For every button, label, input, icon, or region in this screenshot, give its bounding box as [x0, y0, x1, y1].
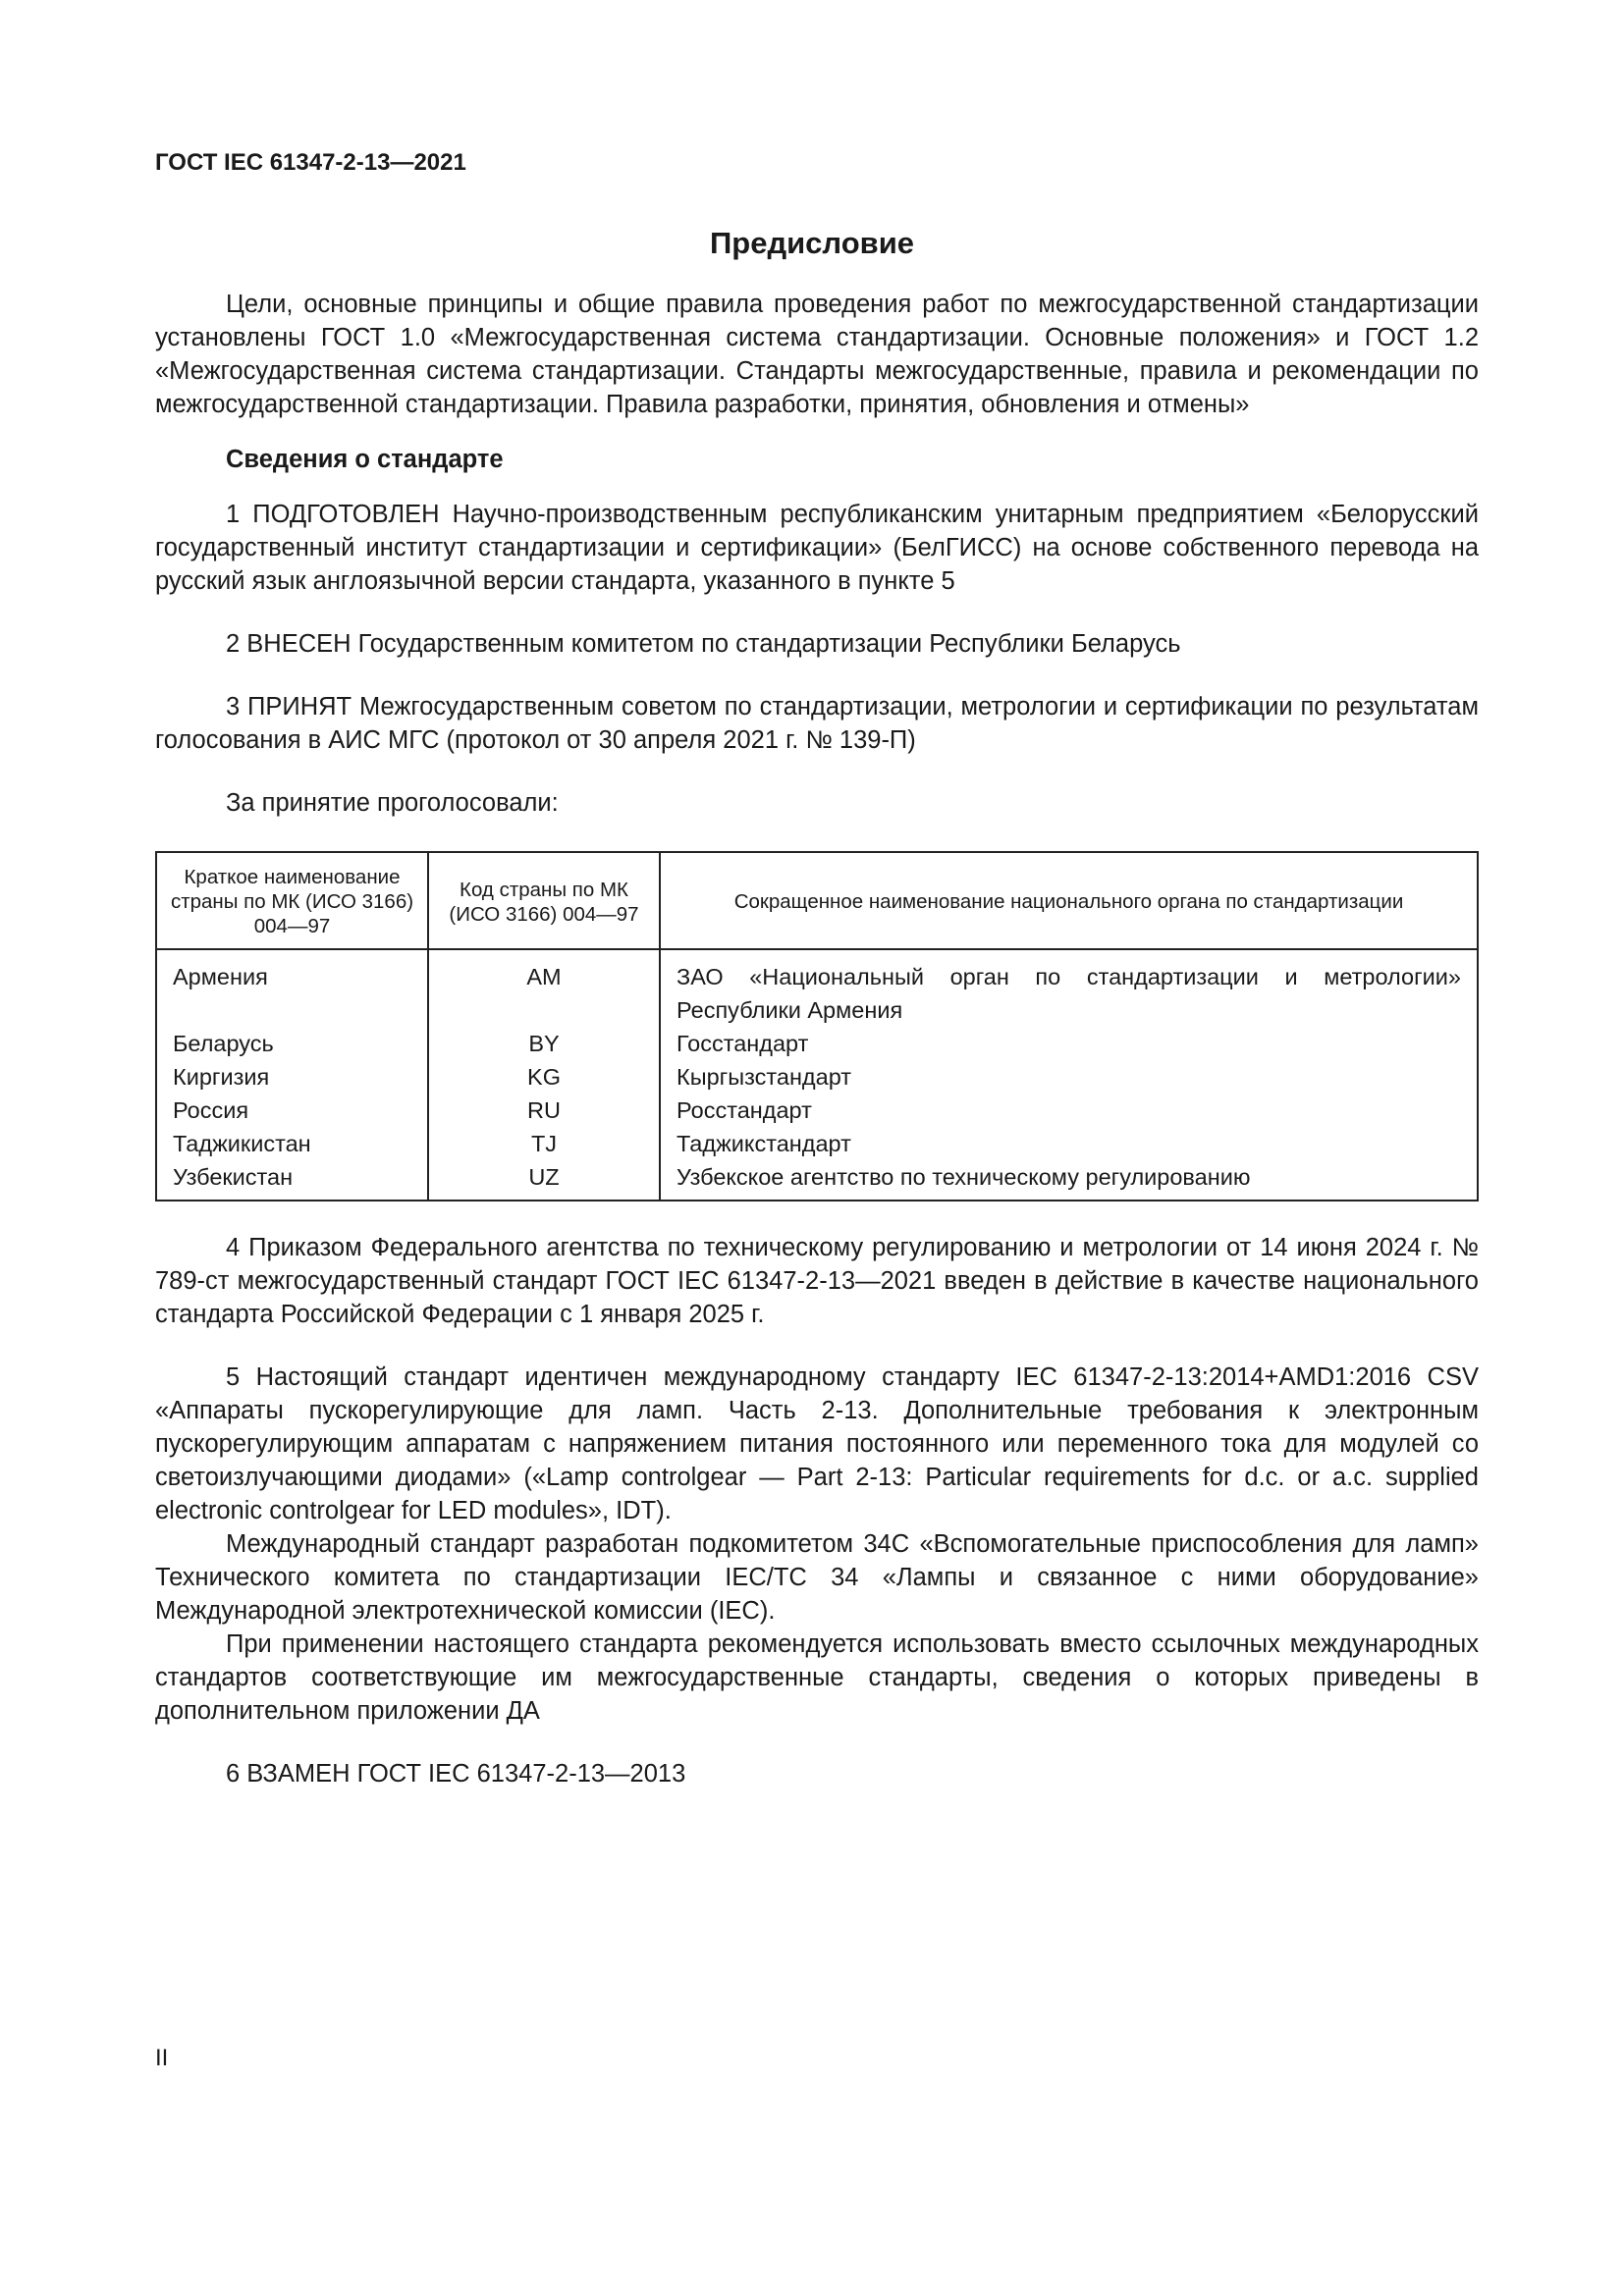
code-cell: BY [428, 1027, 660, 1060]
code-cell: TJ [428, 1127, 660, 1160]
item-submitted: 2 ВНЕСЕН Государственным комитетом по стандартизации Республики Беларусь [226, 630, 1181, 658]
page-number: II [155, 2045, 169, 2071]
body-cell: Таджикстандарт [660, 1127, 1478, 1160]
item-identical: 5 Настоящий стандарт идентичен международному стандарту IEC 61347-2-13:2014+AMD1:2016 CSV «Аппараты пускорегулирующие для ламп. Часть 2-13. Дополнительные требования к электронным пускорегулирующим аппаратам с напряжением питания постоянного или переменного тока для модулей со светоизлучающими диодами» («Lamp controlgear — Part 2-13: Particular requirements for d.c. or a.c. supplied electronic controlgear for LED modules», IDT). [155, 1363, 1479, 1524]
body-cell: Узбекское агентство по техническому регулированию [660, 1160, 1478, 1201]
foreword-content [155, 288, 1479, 1790]
body-cell: Росстандарт [660, 1094, 1478, 1127]
country-cell: Узбекистан [156, 1160, 428, 1201]
item-enacted: 4 Приказом Федерального агентства по техническому регулированию и метрологии от 14 июня 2024 г. № 789-ст межгосударственный стандарт ГОСТ IEC 61347-2-13—2021 введен в действие в качестве национального стандарта Российской Федерации с 1 января 2025 г. [155, 1234, 1479, 1328]
voted-label: За принятие проголосовали: [226, 789, 559, 817]
body-cell: ЗАО «Национальный орган по стандартизации и метрологии» Республики Армения [660, 949, 1478, 1027]
item-identical-developer: Международный стандарт разработан подкомитетом 34С «Вспомогательные приспособления для ламп» Технического комитета по стандартизации IEC/TC 34 «Лампы и связанное с ними оборудование» Международной электротехнической комиссии (IEC). [155, 1530, 1479, 1625]
country-cell: Армения [156, 949, 428, 1027]
table-row [156, 1094, 1478, 1127]
table-row [156, 1027, 1478, 1060]
code-cell: UZ [428, 1160, 660, 1201]
body-cell: Кыргызстандарт [660, 1060, 1478, 1094]
item-replaces: 6 ВЗАМЕН ГОСТ IEC 61347-2-13—2013 [226, 1760, 686, 1788]
item-adopted: 3 ПРИНЯТ Межгосударственным советом по стандартизации, метрологии и сертификации по результатам голосования в АИС МГС (протокол от 30 апреля 2021 г. № 139-П) [155, 693, 1479, 754]
item-prepared: 1 ПОДГОТОВЛЕН Научно-производственным республиканским унитарным предприятием «Белорусский государственный институт стандартизации и сертификации» (БелГИСС) на основе собственного перевода на русский язык англоязычной версии стандарта, указанного в пункте 5 [155, 501, 1479, 595]
country-cell: Киргизия [156, 1060, 428, 1094]
table-row [156, 1060, 1478, 1094]
table-row [156, 1160, 1478, 1201]
code-cell: KG [428, 1060, 660, 1094]
country-cell: Таджикистан [156, 1127, 428, 1160]
page-title: Предисловие [709, 226, 914, 260]
column-header-body: Сокращенное наименование национального органа по стандартизации [660, 852, 1478, 949]
country-cell: Россия [156, 1094, 428, 1127]
code-cell: RU [428, 1094, 660, 1127]
table-header-row [156, 852, 1478, 949]
body-cell: Госстандарт [660, 1027, 1478, 1060]
code-cell: AM [428, 949, 660, 1027]
column-header-code: Код страны по МК (ИСО 3166) 004—97 [428, 852, 660, 949]
document-code: ГОСТ IEC 61347-2-13—2021 [155, 149, 466, 176]
standard-info-heading: Сведения о стандарте [226, 446, 504, 473]
table-row [156, 949, 1478, 1027]
table-row [156, 1127, 1478, 1160]
country-cell: Беларусь [156, 1027, 428, 1060]
voting-table [155, 851, 1479, 1201]
column-header-country: Краткое наименование страны по МК (ИСО 3166) 004—97 [156, 852, 428, 949]
intro-paragraph: Цели, основные принципы и общие правила проведения работ по межгосударственной стандартизации установлены ГОСТ 1.0 «Межгосударственная система стандартизации. Основные положения» и ГОСТ 1.2 «Межгосударственная система стандартизации. Стандарты межгосударственные, правила и рекомендации по межгосударственной стандартизации. Правила разработки, принятия, обновления и отмены» [155, 291, 1479, 418]
item-identical-usage: При применении настоящего стандарта рекомендуется использовать вместо ссылочных международных стандартов соответствующие им межгосударственные стандарты, сведения о которых приведены в дополнительном приложении ДА [155, 1630, 1479, 1725]
